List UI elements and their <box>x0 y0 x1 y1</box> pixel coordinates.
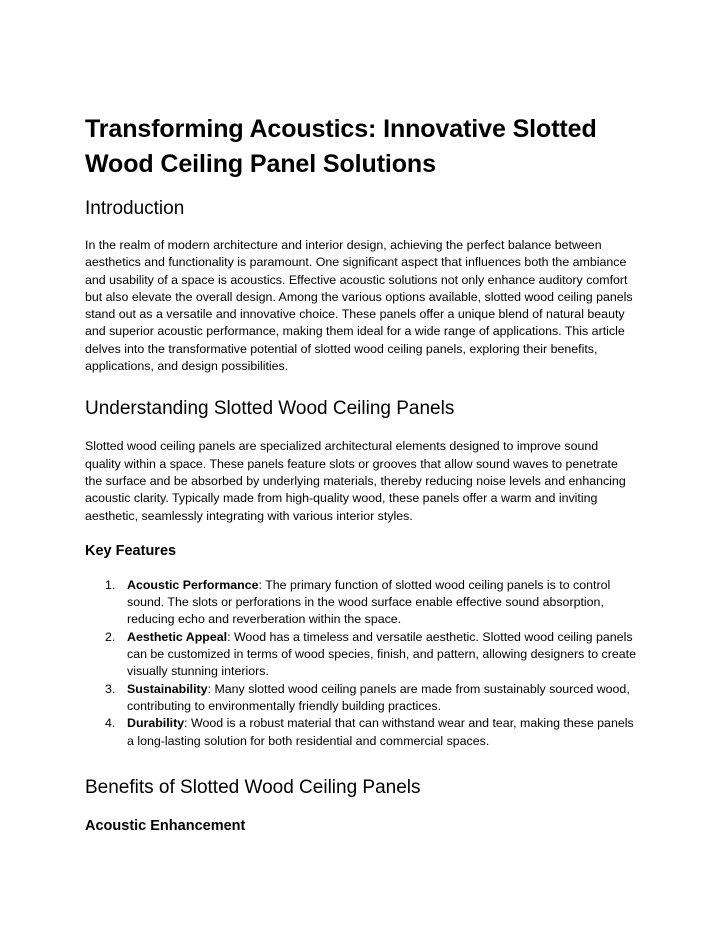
list-item-number: 4. <box>105 716 116 731</box>
introduction-paragraph: In the realm of modern architecture and interior design, achieving the perfect balance between aesthetics and functionality is paramount. One significant aspect that influences both the ambiance and usability of a space is acoustics. Effective acoustic solutions not only enhance auditory comfort but also elevate the overall design. Among the various options available, slotted wood ceiling panels stand out as a versatile and innovative choice. These panels offer a unique blend of natural beauty and superior acoustic performance, making them ideal for a wide range of applications. This article delves into the transformative potential of slotted wood ceiling panels, exploring their benefits, applications, and design possibilities. <box>85 238 633 374</box>
list-item-number: 3. <box>105 681 116 696</box>
list-item-text: : Wood is a robust material that can withstand wear and tear, making these panels a long-lasting solution for both residential and commercial spaces. <box>127 716 634 748</box>
list-item-text: : Many slotted wood ceiling panels are made from sustainably sourced wood, contributing to environmentally friendly building practices. <box>127 681 630 713</box>
list-item <box>85 715 637 750</box>
list-item-text: : Wood has a timeless and versatile aesthetic. Slotted wood ceiling panels can be customized in terms of wood species, finish, and pattern, allowing designers to create visually stunning interiors. <box>127 629 636 679</box>
list-item-term: Acoustic Performance <box>127 577 259 592</box>
key-features-list <box>85 577 637 750</box>
key-features-heading: Key Features <box>85 542 177 559</box>
list-item-text: : The primary function of slotted wood ceiling panels is to control sound. The slots or perforations in the wood surface enable effective sound absorption, reducing echo and reverberation within the space. <box>127 577 611 627</box>
acoustic-enhancement-heading: Acoustic Enhancement <box>85 817 246 834</box>
list-item-term: Sustainability <box>127 681 208 696</box>
list-item-term: Aesthetic Appeal <box>127 629 228 644</box>
document-title: Transforming Acoustics: Innovative Slotted Wood Ceiling Panel Solutions <box>85 115 597 178</box>
list-item-number: 2. <box>105 629 116 644</box>
list-item <box>85 629 637 681</box>
benefits-heading: Benefits of Slotted Wood Ceiling Panels <box>85 776 421 798</box>
understanding-paragraph: Slotted wood ceiling panels are specialized architectural elements designed to improve sound quality within a space. These panels feature slots or grooves that allow sound waves to penetrate the surface and be absorbed by underlying materials, thereby reducing noise levels and enhancing acoustic clarity. Typically made from high-quality wood, these panels offer a warm and inviting aesthetic, seamlessly integrating with various interior styles. <box>85 439 626 523</box>
list-item-term: Durability <box>127 716 185 731</box>
list-item-number: 1. <box>105 577 116 592</box>
understanding-heading: Understanding Slotted Wood Ceiling Panels <box>85 398 455 420</box>
introduction-heading: Introduction <box>85 198 185 219</box>
list-item <box>85 681 637 716</box>
list-item <box>85 577 637 629</box>
document-page <box>85 112 637 836</box>
